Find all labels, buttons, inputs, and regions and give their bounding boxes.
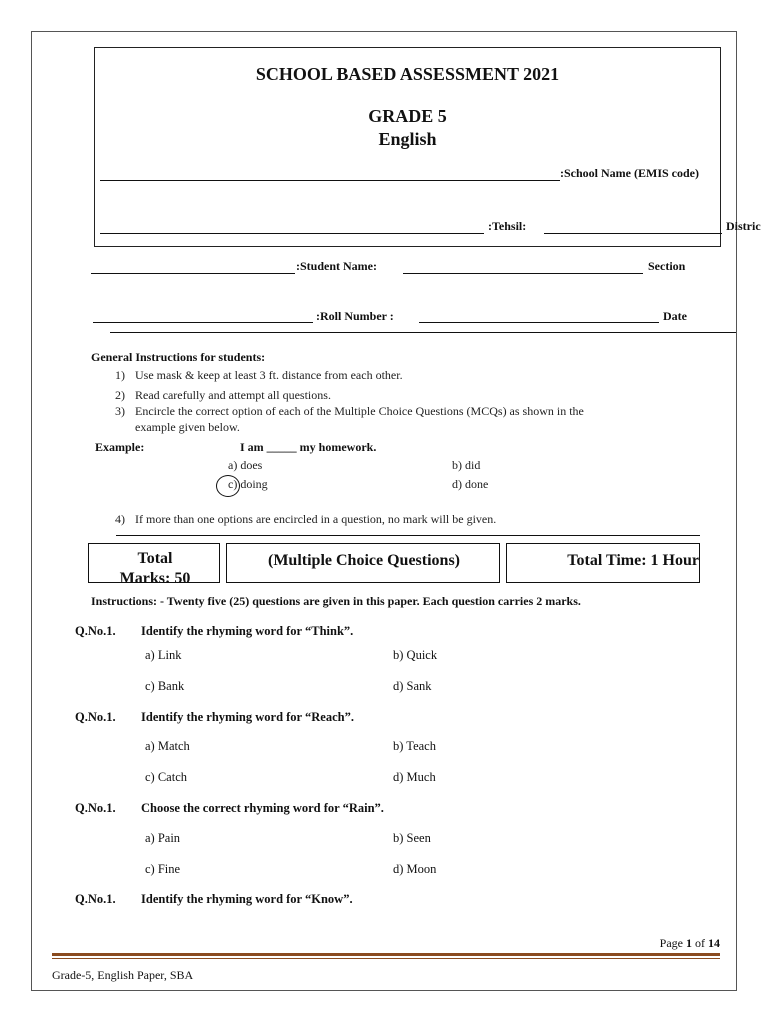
footer-doc-label: Grade-5, English Paper, SBA <box>52 968 194 982</box>
instruction-num-4: 4) <box>115 512 125 526</box>
q2-option-c[interactable]: c) Catch <box>145 770 187 784</box>
tehsil-line[interactable] <box>100 233 484 234</box>
q1-option-d[interactable]: d) Sank <box>393 679 432 693</box>
roll-number-label: :Roll Number : <box>316 309 394 323</box>
q2-option-a[interactable]: a) Match <box>145 739 190 753</box>
question-number-1: Q.No.1. <box>75 624 116 638</box>
example-option-b: b) did <box>452 458 481 472</box>
instruction-num-1: 1) <box>115 368 125 382</box>
q3-option-d[interactable]: d) Moon <box>393 862 437 876</box>
example-option-c: c) doing <box>228 477 268 491</box>
grade-title: GRADE 5 <box>368 106 447 126</box>
school-name-line[interactable] <box>100 180 560 181</box>
example-label: Example: <box>95 440 145 454</box>
total-marks-line2: Marks: 50 <box>119 570 191 583</box>
mcq-label: (Multiple Choice Questions) <box>268 552 460 569</box>
student-name-line[interactable] <box>91 273 295 274</box>
instruction-text-1: Use mask & keep at least 3 ft. distance from each other. <box>135 368 403 382</box>
instruction-text-4: If more than one options are encircled in a question, no mark will be given. <box>135 512 497 526</box>
question-text-2: Identify the rhyming word for “Reach”. <box>141 710 354 724</box>
date-label: Date <box>663 309 687 323</box>
q1-option-b[interactable]: b) Quick <box>393 648 438 662</box>
general-instructions-heading: General Instructions for students: <box>91 350 266 364</box>
district-line[interactable] <box>544 233 722 234</box>
example-option-d: d) done <box>452 477 489 491</box>
tehsil-label: :Tehsil: <box>488 219 527 233</box>
question-number-4: Q.No.1. <box>75 892 116 906</box>
subject-title: English <box>378 129 437 149</box>
q3-option-a[interactable]: a) Pain <box>145 831 181 845</box>
question-text-1: Identify the rhyming word for “Think”. <box>141 624 354 638</box>
roll-number-line[interactable] <box>93 322 313 323</box>
instruction-text-3: Encircle the correct option of each of the Multiple Choice Questions (MCQs) as shown in the <box>135 404 584 418</box>
total-marks-box <box>88 543 220 583</box>
q3-option-c[interactable]: c) Fine <box>145 862 181 876</box>
instruction-text-3b: example given below. <box>135 420 240 434</box>
example-option-a: a) does <box>228 458 263 472</box>
date-line[interactable] <box>419 322 659 323</box>
divider-line <box>110 332 736 333</box>
page-prefix: Page <box>659 936 686 950</box>
instruction-text-2: Read carefully and attempt all questions. <box>135 388 331 402</box>
school-name-label: :School Name (EMIS code) <box>560 166 699 180</box>
total-time-label: Total Time: 1 Hour <box>567 552 699 569</box>
q1-option-c[interactable]: c) Bank <box>145 679 185 693</box>
q2-option-d[interactable]: d) Much <box>393 770 436 784</box>
section-label: Section <box>648 259 686 273</box>
q1-option-a[interactable]: a) Link <box>145 648 182 662</box>
page-total: 14 <box>708 936 720 950</box>
district-label: Distric <box>726 219 761 233</box>
student-name-label: :Student Name: <box>296 259 377 273</box>
instruction-num-3: 3) <box>115 404 125 418</box>
section-line[interactable] <box>403 273 643 274</box>
page-current: 1 <box>686 936 692 950</box>
paper-instructions: Instructions: - Twenty five (25) questions are given in this paper. Each question carries 2 marks. <box>91 594 581 608</box>
example-sentence: I am _____ my homework. <box>240 440 377 454</box>
question-text-3: Choose the correct rhyming word for “Rain”. <box>141 801 384 815</box>
question-number-2: Q.No.1. <box>75 710 116 724</box>
footer-rule-thick <box>52 953 720 956</box>
instruction-num-2: 2) <box>115 388 125 402</box>
total-marks-line1: Total <box>137 550 173 567</box>
mcq-box <box>226 543 500 583</box>
instructions-divider <box>116 535 700 536</box>
page-number <box>600 936 720 951</box>
exam-title: SCHOOL BASED ASSESSMENT 2021 <box>255 64 560 84</box>
q2-option-b[interactable]: b) Teach <box>393 739 436 753</box>
q3-option-b[interactable]: b) Seen <box>393 831 431 845</box>
page-of: of <box>692 936 708 950</box>
total-time-box <box>506 543 700 583</box>
question-text-4: Identify the rhyming word for “Know”. <box>141 892 353 906</box>
footer-rule-thin <box>52 958 720 959</box>
question-number-3: Q.No.1. <box>75 801 116 815</box>
